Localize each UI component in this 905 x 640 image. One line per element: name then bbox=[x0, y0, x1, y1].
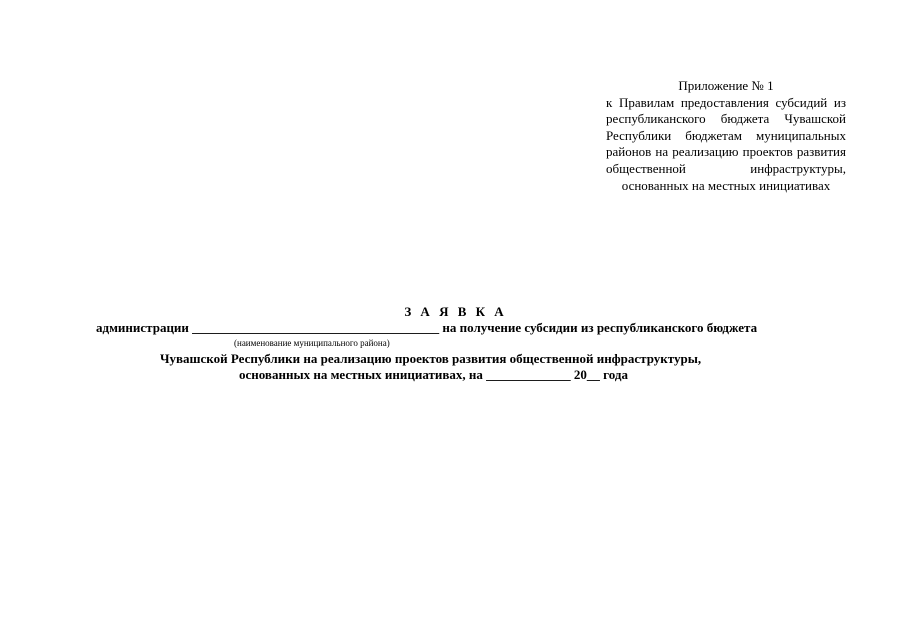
request-line-administration: администрации ______________________________________ на получение субсидии из республиканского бюджета bbox=[96, 320, 758, 335]
appendix-body: к Правилам предоставления субсидий из республиканского бюджета Чувашской Республики бюджетам муниципальных районов на реализацию проектов развития общественной инфраструктуры, основанных на местных инициативах bbox=[606, 94, 846, 193]
appendix-block bbox=[606, 78, 846, 194]
region-name-note: (наименование муниципального района) bbox=[234, 338, 390, 348]
appendix-title: Приложение № 1 bbox=[678, 78, 774, 93]
request-line-chuvash-republic: Чувашской Республики на реализацию проектов развития общественной инфраструктуры, bbox=[160, 351, 702, 366]
request-title: З А Я В К А bbox=[404, 304, 507, 319]
request-line-local-initiatives: основанных на местных инициативах, на _____________ 20__ года bbox=[239, 367, 628, 382]
request-block bbox=[0, 304, 905, 382]
